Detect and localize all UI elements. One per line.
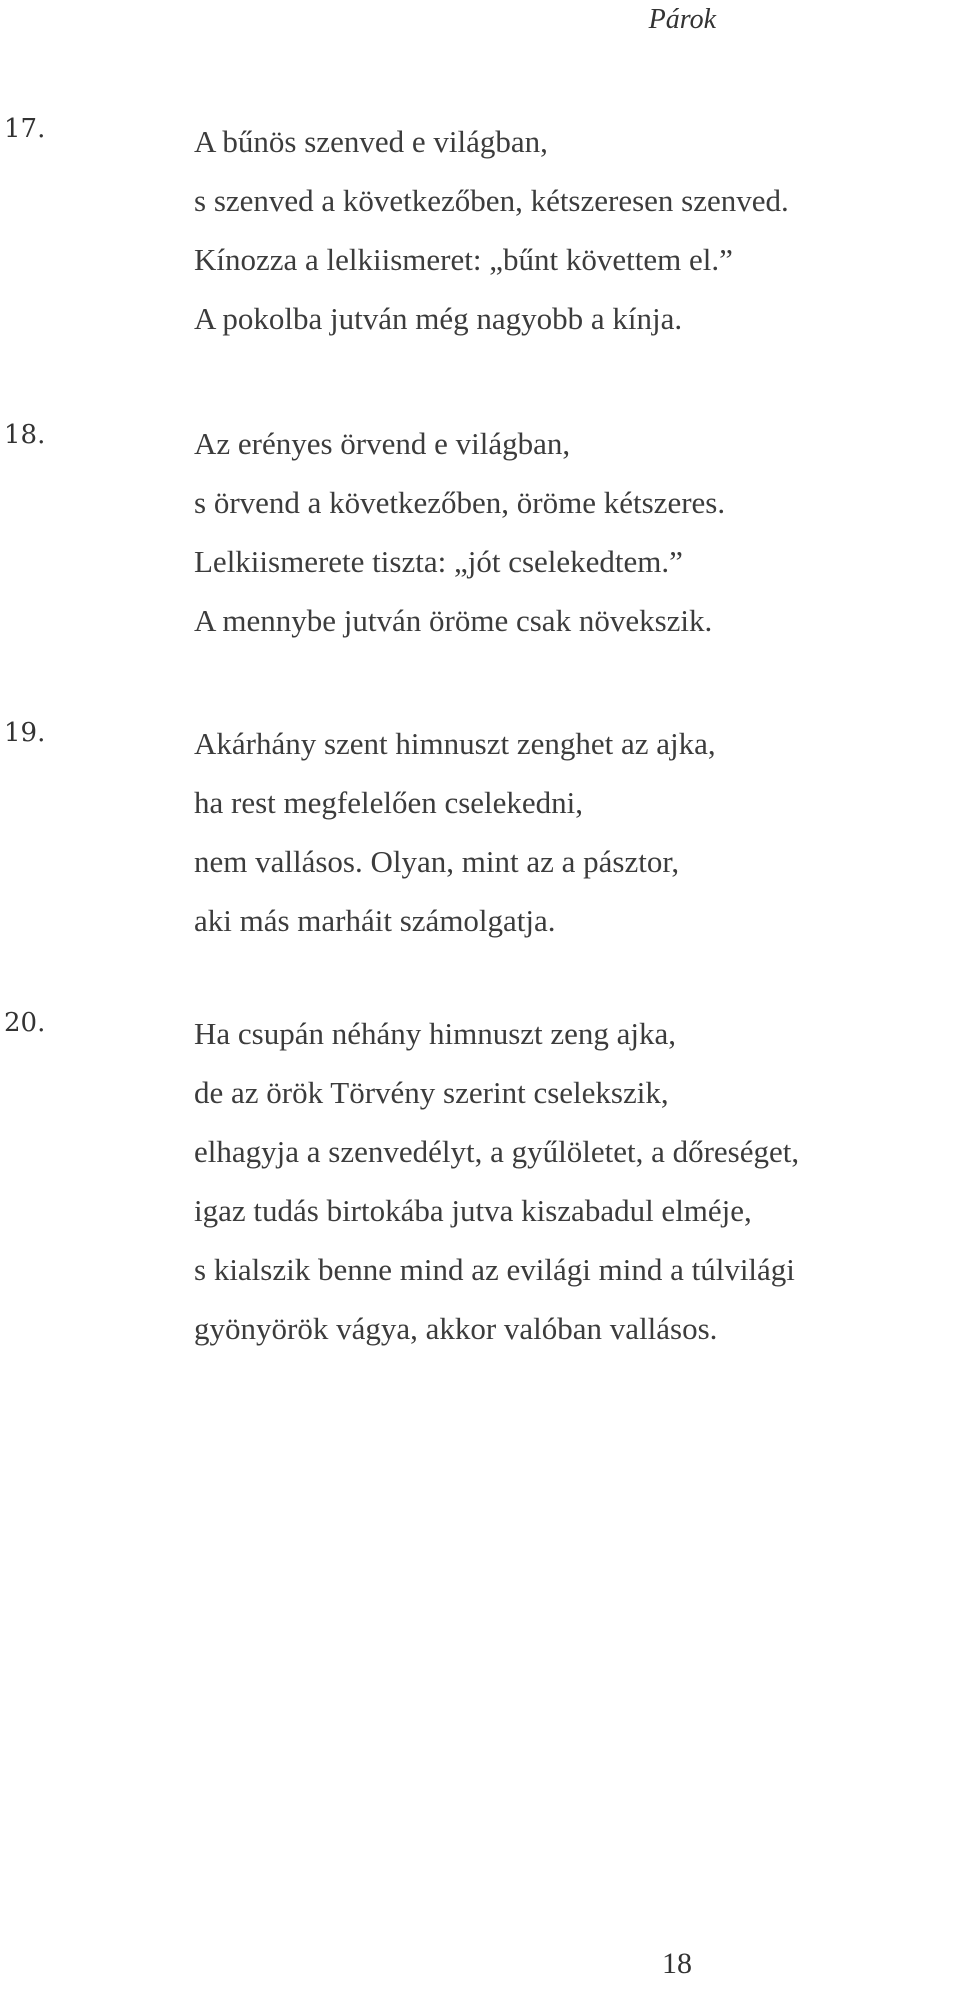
verse-line: igaz tudás birtokába jutva kiszabadul elméje, — [194, 1193, 752, 1228]
running-head-title: Párok — [648, 4, 716, 35]
verse-line: s örvend a következőben, öröme kétszeres. — [194, 485, 726, 520]
verse-lines — [194, 112, 789, 348]
verse-number: 18. — [4, 420, 46, 450]
verse-line: Lelkiismerete tiszta: „jót cselekedtem.” — [194, 544, 683, 579]
verse-number: 17. — [4, 114, 46, 144]
verse-line: elhagyja a szenvedélyt, a gyűlöletet, a dőreséget, — [194, 1134, 800, 1169]
verse-line: aki más marháit számolgatja. — [194, 903, 556, 938]
verse-line: s kialszik benne mind az evilági mind a túlvilági — [194, 1252, 795, 1287]
verse-line: Akárhány szent himnuszt zenghet az ajka, — [194, 726, 716, 761]
verse-line: Az erényes örvend e világban, — [194, 426, 571, 461]
verse-line: s szenved a következőben, kétszeresen szenved. — [194, 183, 789, 218]
verse-line: de az örök Törvény szerint cselekszik, — [194, 1075, 669, 1110]
verse-lines — [194, 714, 716, 950]
verse-line: Ha csupán néhány himnuszt zeng ajka, — [194, 1016, 677, 1051]
verse-line: Kínozza a lelkiismeret: „bűnt követtem el.” — [194, 242, 733, 277]
verse-line: A bűnös szenved e világban, — [194, 124, 548, 159]
verse-number: 19. — [4, 718, 46, 748]
page-number: 18 — [662, 1947, 692, 1980]
verse-line: ha rest megfelelően cselekedni, — [194, 785, 584, 820]
verse-line: gyönyörök vágya, akkor valóban vallásos. — [194, 1311, 718, 1346]
verse-line: A pokolba jutván még nagyobb a kínja. — [194, 301, 683, 336]
verse-line: nem vallásos. Olyan, mint az a pásztor, — [194, 844, 680, 879]
verse-number: 20. — [4, 1008, 46, 1038]
verse-lines — [194, 1004, 799, 1358]
verse-line: A mennybe jutván öröme csak növekszik. — [194, 603, 713, 638]
verse-lines — [194, 414, 725, 650]
